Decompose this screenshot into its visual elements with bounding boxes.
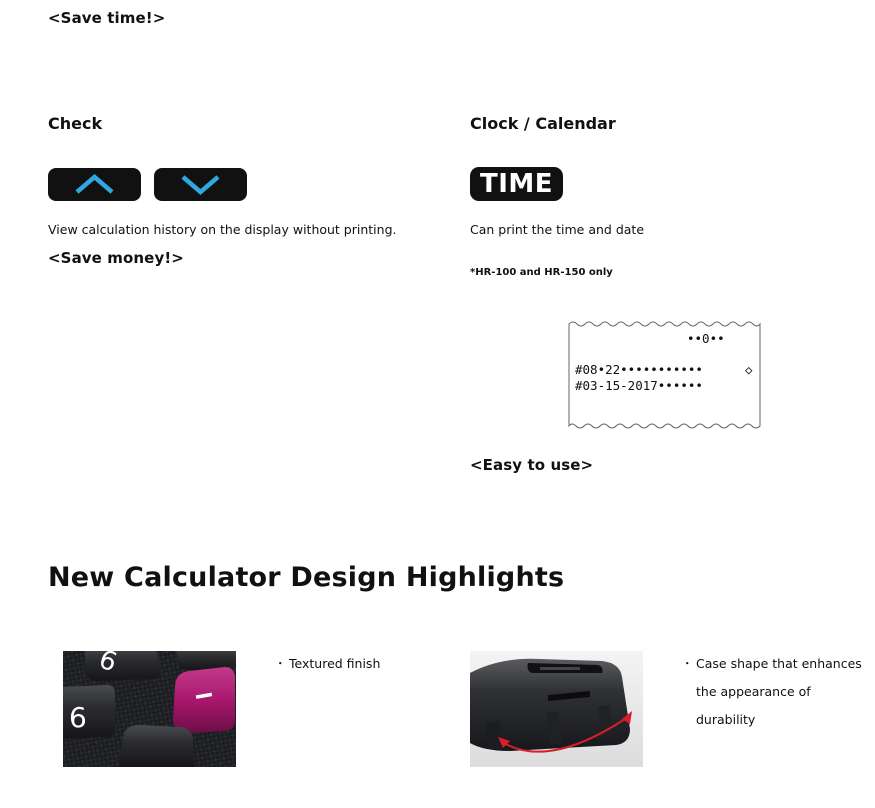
history-down-key <box>154 168 247 201</box>
check-description: View calculation history on the display without printing. <box>48 222 397 237</box>
highlight-item-2-line-2: the appearance of durability <box>696 684 811 727</box>
receipt-line-2-marker: ◇ <box>745 362 753 377</box>
receipt-line-1: ••0•• <box>687 331 725 346</box>
highlight-item-2 <box>681 650 871 734</box>
case-shape-image <box>470 651 643 767</box>
svg-text:9: 9 <box>95 651 122 676</box>
clock-calendar-description: Can print the time and date <box>470 222 645 237</box>
bullet-icon: ・ <box>681 656 694 671</box>
textured-keys-image <box>63 651 236 767</box>
highlights-title: New Calculator Design Highlights <box>48 562 565 593</box>
history-up-key <box>48 168 141 201</box>
bullet-icon: ・ <box>274 656 287 671</box>
clock-calendar-title: Clock / Calendar <box>470 114 616 133</box>
highlight-item-1-text: Textured finish <box>289 656 381 671</box>
model-note: *HR-100 and HR-150 only <box>470 267 613 278</box>
chevron-up-icon <box>48 168 141 201</box>
easy-to-use-heading: <Easy to use> <box>470 456 594 474</box>
time-key: TIME <box>470 167 563 201</box>
highlight-item-1 <box>274 650 454 678</box>
save-money-heading: <Save money!> <box>48 249 184 267</box>
check-title: Check <box>48 114 103 133</box>
save-time-heading: <Save time!> <box>48 9 166 27</box>
svg-text:6: 6 <box>69 701 87 734</box>
highlight-item-2-line-1: Case shape that enhances <box>696 656 862 671</box>
chevron-down-icon <box>154 168 247 201</box>
receipt-line-3: #03-15-2017•••••• <box>575 378 703 393</box>
receipt-line-2: #08•22••••••••••• <box>575 362 703 377</box>
receipt-sample <box>568 318 761 433</box>
